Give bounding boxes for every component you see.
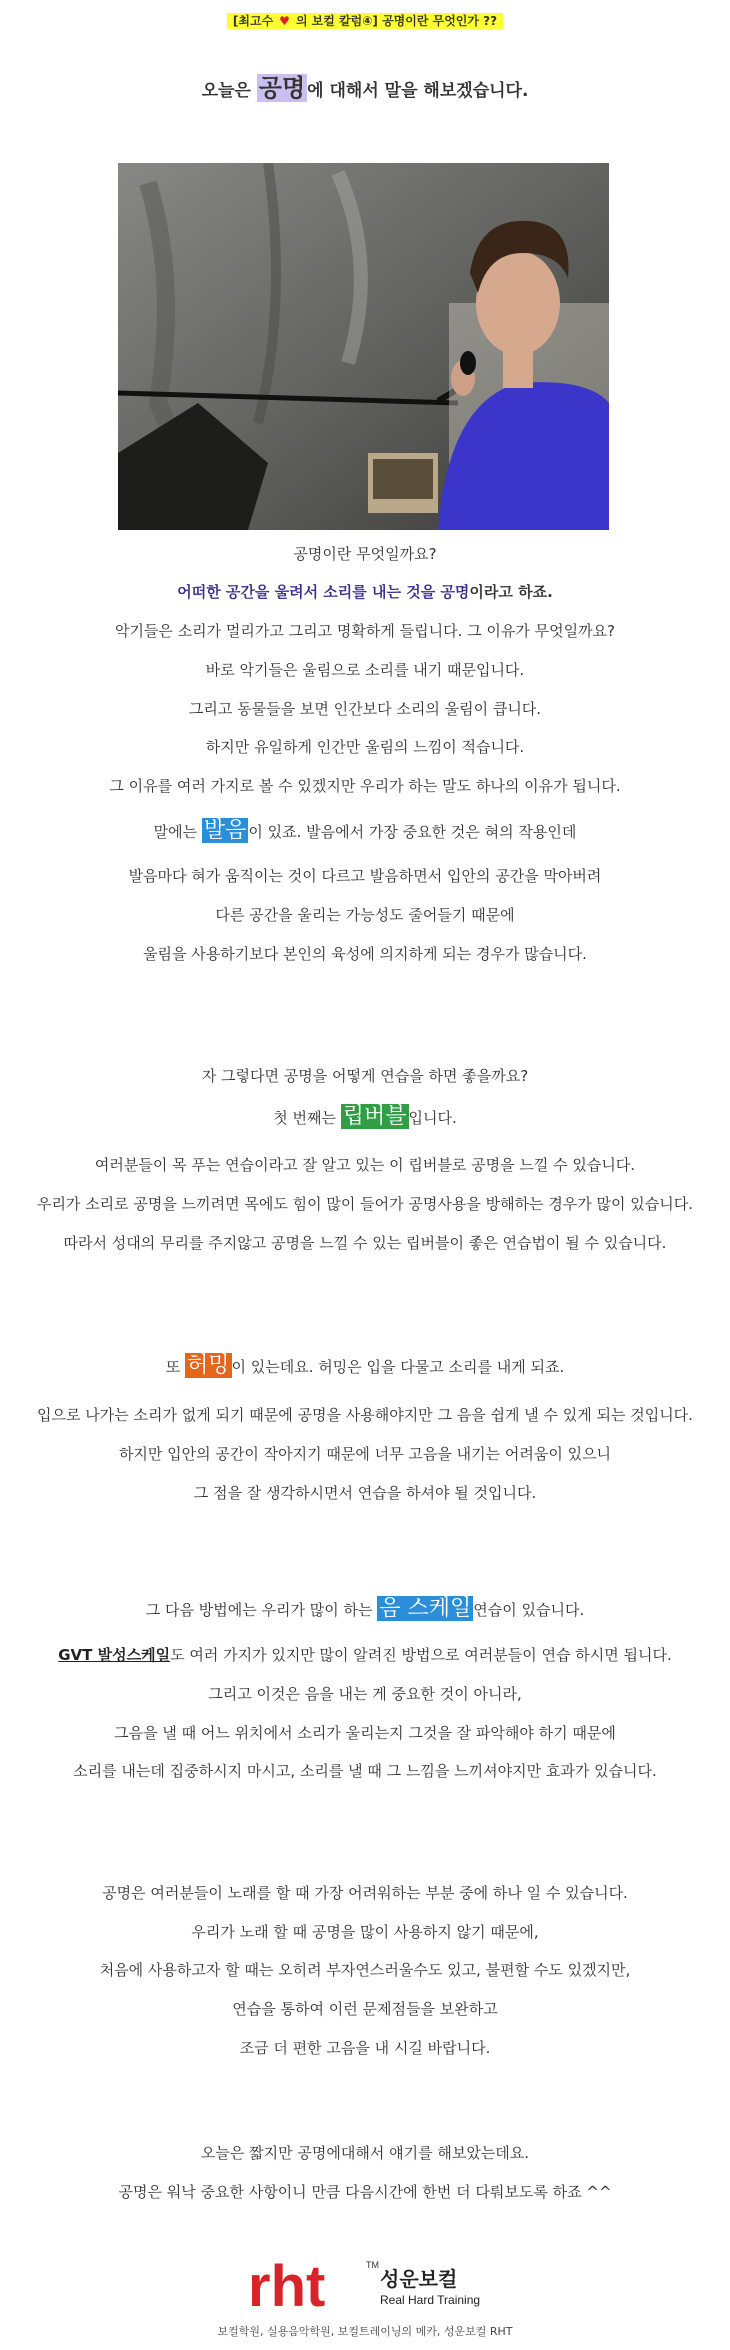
logo-english: Real Hard Training <box>380 2293 481 2307</box>
closing-line: 오늘은 짧지만 공명에대해서 얘기를 해보았는데요. <box>200 2144 530 2162</box>
heart-icon: ♥ <box>276 13 293 29</box>
definition-text: 어떠한 공간을 울려서 소리를 내는 것을 공명 <box>177 583 470 601</box>
column-title-banner <box>0 10 730 29</box>
question-line: 공명이란 무엇일까요? <box>293 545 437 563</box>
scale-line <box>0 1596 730 1621</box>
closing-line: 공명은 워낙 중요한 사항이니 만큼 다음시간에 한번 더 다뤄보도록 하죠 ^^ <box>118 2183 612 2201</box>
body-line: 그음을 낼 때 어느 위치에서 소리가 울리는지 그것을 잘 파악해야 하기 때문에 <box>114 1724 616 1742</box>
body-line: 우리가 소리로 공명을 느끼려면 목에도 힘이 많이 들어가 공명사용을 방해하는 경우가 많이 있습니다. <box>36 1195 694 1213</box>
body-line: 울림을 사용하기보다 본인의 육성에 의지하게 되는 경우가 많습니다. <box>143 945 587 963</box>
pronunciation-line <box>0 818 730 843</box>
body-line: 조금 더 편한 고음을 내 시길 바랍니다. <box>239 2039 491 2057</box>
logo-mark-text: rht <box>248 2254 326 2314</box>
gvt-line <box>0 1645 730 1665</box>
body-line: 따라서 성대의 무리를 주지않고 공명을 느낄 수 있는 립버블이 좋은 연습법이 될 수 있습니다. <box>63 1234 667 1252</box>
body-line: 공명은 여러분들이 노래를 할 때 가장 어려워하는 부분 중에 하나 일 수 있습니다. <box>102 1884 628 1902</box>
pron-post: 이 있죠. 발음에서 가장 중요한 것은 혀의 작용인데 <box>248 823 577 841</box>
scale-pre: 그 다음 방법에는 우리가 많이 하는 <box>145 1601 378 1619</box>
intro-post: 에 대해서 말을 해보겠습니다. <box>307 81 529 101</box>
definition-post: 이라고 하죠. <box>469 583 553 601</box>
body-line: 바로 악기들은 울림으로 소리를 내기 때문입니다. <box>205 661 525 679</box>
body-line: 그리고 동물들을 보면 인간보다 소리의 울림이 큽니다. <box>188 700 542 718</box>
rht-logo-mark <box>248 2254 508 2314</box>
body-line: 그 점을 잘 생각하시면서 연습을 하셔야 될 것입니다. <box>193 1484 537 1502</box>
pron-pre: 말에는 <box>153 823 202 841</box>
hum-pre: 또 <box>165 1358 186 1376</box>
body-line: 그리고 이것은 음을 내는 게 중요한 것이 아니라, <box>208 1685 522 1703</box>
body-line: 그 이유를 여러 가지로 볼 수 있겠지만 우리가 하는 말도 하나의 이유가 됩니다. <box>109 777 621 795</box>
rht-logo <box>248 2254 508 2314</box>
highlight-scale: 음 스케일 <box>379 1596 472 1621</box>
body-line: 연습을 통하여 이런 문제점들을 보완하고 <box>232 2000 498 2018</box>
intro-line <box>0 74 730 102</box>
gvt-post: 도 여러 가지가 있지만 많이 알려진 방법으로 여러분들이 연습 하시면 됩니다. <box>170 1646 672 1664</box>
humming-line <box>0 1353 730 1378</box>
scale-post: 연습이 있습니다. <box>473 1601 585 1619</box>
body-line: 입으로 나가는 소리가 없게 되기 때문에 공명을 사용해야지만 그 음을 쉽게 낼 수 있게 되는 것입니다. <box>37 1406 693 1424</box>
highlight-lip-bubble: 립버블 <box>342 1104 407 1129</box>
body-line: 우리가 노래 할 때 공명을 많이 사용하지 않기 때문에, <box>191 1923 539 1941</box>
body-line: 하지만 입안의 공간이 작아지기 때문에 너무 고음을 내기는 어려움이 있으니 <box>118 1445 612 1463</box>
body-line: 처음에 사용하고자 할 때는 오히려 부자연스러울수도 있고, 불편할 수도 있겠지만, <box>99 1961 631 1979</box>
logo-korean: 성운보컬 <box>380 2267 458 2291</box>
body-line: 하지만 유일하게 인간만 울림의 느낌이 적습니다. <box>205 738 525 756</box>
first-pre: 첫 번째는 <box>273 1109 341 1127</box>
body-line: 악기들은 소리가 멀리가고 그리고 명확하게 들립니다. 그 이유가 무엇일까요? <box>114 622 616 640</box>
hum-post: 이 있는데요. 허밍은 입을 다물고 소리를 내게 되죠. <box>231 1358 565 1376</box>
body-line: 발음마다 혀가 움직이는 것이 다르고 발음하면서 입안의 공간을 막아버려 <box>128 867 602 885</box>
first-post: 입니다. <box>408 1109 457 1127</box>
highlight-resonance: 공명 <box>258 74 306 102</box>
banner-title-post: 의 보컬 칼럼④] 공명이란 무엇인가 ?? <box>293 13 500 29</box>
body-line: 다른 공간을 울리는 가능성도 줄어들기 때문에 <box>215 906 515 924</box>
intro-pre: 오늘은 <box>201 81 257 101</box>
practice-question: 자 그렇다면 공명을 어떻게 연습을 하면 좋을까요? <box>201 1067 529 1085</box>
gvt-scale-link[interactable]: GVT 발성스케일 <box>58 1646 171 1664</box>
definition-line <box>0 582 730 602</box>
trademark-mark: TM <box>366 2260 379 2270</box>
highlight-humming: 허밍 <box>187 1353 230 1378</box>
highlight-pronunciation: 발음 <box>203 818 247 843</box>
banner-title-pre: [최고수 <box>230 13 276 29</box>
singer-photo <box>118 163 609 530</box>
lip-bubble-line <box>0 1104 730 1129</box>
logo-tagline: 보컬학원, 실용음악학원, 보컬트레이닝의 메카, 성운보컬 RHT <box>217 2325 513 2338</box>
body-line: 소리를 내는데 집중하시지 마시고, 소리를 낼 때 그 느낌을 느끼셔야지만 효과가 있습니다. <box>73 1762 657 1780</box>
body-line: 여러분들이 목 푸는 연습이라고 잘 알고 있는 이 립버블로 공명을 느낄 수 있습니다. <box>94 1156 636 1174</box>
